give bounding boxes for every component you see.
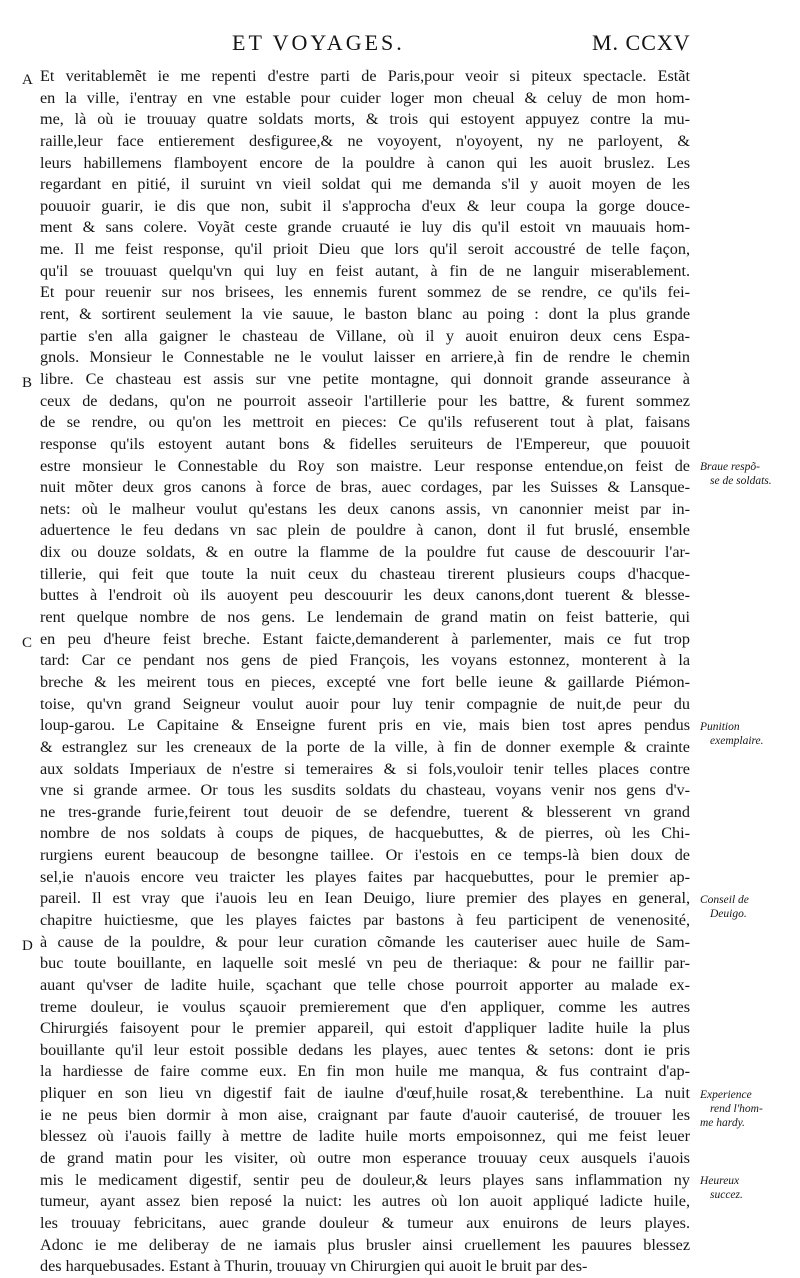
section-letter: C	[22, 634, 33, 651]
text-line: de grand matin pour les visiter, où outre mon esperance trouuay ceux ausquels i'auois	[40, 1149, 690, 1168]
text-line: bouillante qu'il leur estoit possible dedans les playes, auec tentes & setons: dont ie pris	[40, 1040, 690, 1059]
text-line: dix ou douze soldats, & en outre la flamme de la pouldre fut cause de descouurir l'ar-	[40, 543, 690, 562]
margin-note	[700, 460, 796, 488]
text-line: rent, & sortirent seulement la vie sauue, le baston blanc au poing : dont la plus grande	[40, 305, 690, 324]
text-line: buc toute bouillante, en laquelle soit meslé vn peu de theriaque: & pour ne faillir par-	[40, 954, 690, 973]
text-line: Et pour reuenir sur nos brisees, les ennemis furent sommez de se rendre, ce qu'ils fei-	[40, 283, 690, 302]
text-line: toise, qu'vn grand Seigneur voulut auoir pour luy tenir compagnie de nuit,de peur du	[40, 694, 690, 713]
text-line: rent quelque nombre de nos gens. Le lendemain de grand matin on feist batterie, qui	[40, 608, 690, 627]
text-line: Et veritablemẽt ie me repenti d'estre parti de Paris,pour veoir si piteux spectacle. Estãt	[40, 67, 690, 85]
margin-note-line: Conseil de	[700, 893, 749, 906]
text-line: mis le medicament digestif, sentir peu de douleur,& leurs playes sans inflammation ny	[40, 1170, 690, 1189]
text-line: Chirurgiés faisoyent pour le premier appareil, qui estoit d'appliquer ladite huile la plus	[40, 1019, 690, 1038]
text-line: aux soldats Imperiaux de n'estre si temeraires & si fols,vouloir tenir telles places contre	[40, 759, 690, 778]
text-line: pouuoir guarir, ie dis que non, subit il s'approcha d'eux & leur coupa la gorge douce-	[40, 196, 690, 215]
folio-number: M. CCXV	[592, 30, 691, 55]
margin-note-line: Punition	[700, 720, 740, 733]
text-line: chapitre huictiesme, que les playes faictes par bastons à feu participent de venenosité,	[40, 910, 690, 929]
text-line: response qu'ils estoyent autant bons & fidelles seruiteurs de l'Empereur, que pouuoit	[40, 434, 690, 453]
margin-note-line: me hardy.	[700, 1116, 745, 1129]
text-line: me, là où ie trouuay quatre soldats morts, & trois qui estoyent appuyez contre la mu-	[40, 110, 690, 129]
margin-note-line: Heureux	[700, 1175, 740, 1188]
text-line: rurgiens eurent beaucoup de besongne taillee. Or i'estois en ce temps-là bien doux de	[40, 846, 690, 865]
text-line: vne si grande armee. Or tous les susdits soldats du chasteau, voyans venir nos gens d'v-	[40, 781, 690, 800]
text-line: ne tres-grande furie,feirent tout deuoir de se defendre, tuerent & blesserent vn grand	[40, 802, 690, 821]
text-line: treme douleur, ie voulus sçauoir premierement que d'en appliquer, comme les autres	[40, 997, 690, 1016]
text-line: me. Il me feist response, qu'il prioit Dieu que lors qu'il seroit accoustré de telle façon,	[40, 240, 690, 259]
margin-note-line: Braue respõ-	[700, 460, 760, 473]
text-line: ceux de dedans, qu'on ne pourroit asseoir l'artillerie pour les battre, & furent sommez	[40, 391, 690, 410]
text-line: pliquer en son lieu vn digestif fait de iaulne d'œuf,huile rosat,& terebenthine. La nuit	[40, 1084, 690, 1103]
margin-note-line: Deuigo.	[710, 907, 747, 920]
text-line: & estranglez sur les creneaux de la porte de la ville, à fin de donner exemple & crainte	[40, 737, 690, 756]
text-line: tard: Car ce pendant nos gens de pied François, les voyans estonnez, monterent à la	[40, 651, 690, 670]
running-title: ET VOYAGES.	[232, 30, 405, 55]
margin-note	[700, 893, 796, 921]
margin-note	[700, 1088, 796, 1130]
text-line: raille,leur face entierement desfiguree,& ne voyoyent, n'oyoyent, ny ne parloyent, &	[40, 131, 690, 150]
section-letter: D	[22, 938, 33, 954]
text-line: leurs habillemens flamboyent encore de la pouldre à canon qui les auoit bruslez. Les	[40, 153, 690, 172]
text-line: regardant en pitié, il suruint vn vieil soldat qui me demanda s'il y auoit moyen de les	[40, 175, 690, 194]
text-line: en peu d'heure feist breche. Estant faicte,demanderent à parlementer, mais ce fut trop	[40, 629, 690, 648]
text-line: de se rendre, ou qu'on les mettroit en pieces: Ce qu'ils refuserent tout à plat, faisans	[40, 413, 690, 432]
margin-note-line: se de soldats.	[710, 474, 772, 487]
text-line: estre monsieur le Connestable du Roy son maistre. Leur response entendue,on feist de	[40, 456, 690, 475]
body-text	[40, 66, 690, 1278]
text-line: nets: où le malheur voulut qu'estans les deux canons assis, vn canonnier meist par in-	[40, 499, 690, 518]
margin-note	[700, 1174, 796, 1202]
text-line: tillerie, qui feit que toute la nuit ceux du chasteau tirerent plusieurs coups d'hacque-	[40, 564, 690, 583]
text-line: en la ville, i'entray en vne estable pour cuider loger mon cheual & celuy de mon hom-	[40, 88, 690, 107]
text-line: partie s'en alla gaigner le chasteau de Villane, où il y auoit enuiron deux cens Espa-	[40, 326, 690, 345]
section-letter: B	[22, 375, 33, 392]
text-line: qu'il se trouuast quelqu'vn qui luy en feist autant, à fin de ne languir miserablement.	[40, 261, 690, 280]
text-line: nombre de nos soldats à coups de piques, de hacquebuttes, & de pierres, où les Chi-	[40, 824, 690, 843]
margin-note-line: exemplaire.	[710, 734, 764, 747]
text-line: sel,ie n'auois encore veu traicter les playes faites par hacquebuttes, pour le premier ap-	[40, 867, 690, 886]
text-line: loup-garou. Le Capitaine & Enseigne furent pris en vie, mais bien tost apres pendus	[40, 716, 690, 735]
running-head	[0, 30, 800, 60]
text-line: des harquebusades. Estant à Thurin, trouuay vn Chirurgien qui auoit le bruit par des-	[40, 1257, 588, 1276]
text-line: breche & les meirent tous en pieces, excepté vne fort belle ieune & gaillarde Piémon-	[40, 672, 690, 691]
text-line: Adonc ie me deliberay de ne iamais plus brusler ainsi cruellement les pauures blessez	[40, 1235, 690, 1254]
margin-note-line: Experience	[700, 1088, 752, 1101]
text-line: buttes à l'endroit où ils auoyent peu descouurir les deux canons,dont tuerent & blesse-	[40, 586, 690, 605]
text-line: aduertence le feu dedans vn sac plein de pouldre à canon, dont il fut bruslé, ensemble	[40, 521, 690, 540]
text-line: ie ne peus bien dormir à mon aise, craignant par faute d'auoir cauterisé, de trouuer les	[40, 1105, 690, 1124]
margin-note-line: rend l'hom-	[710, 1102, 763, 1115]
text-line: nuit mõter deux gros canons à force de bras, auec cordages, par les Suisses & Lansque-	[40, 478, 690, 497]
text-line: ment & sans colere. Voyãt ceste grande cruauté ie luy dis qu'il estoit vn mauuais hom-	[40, 218, 690, 237]
text-line: les trouuay febricitans, auec grande douleur & tumeur aux enuirons de leurs playes.	[40, 1213, 690, 1232]
text-line: auant qu'vser de ladite huile, sçachant que telle chose pourroit apporter au malade ex-	[40, 975, 690, 994]
margin-note-line: succez.	[710, 1189, 743, 1202]
text-line: tumeur, ayant assez bien reposé la nuict: les autres où lon auoit appliqué ladicte huile,	[40, 1192, 690, 1211]
text-line: gnols. Monsieur le Connestable ne le voulut laisser en arriere,à fin de rendre le chemin	[40, 348, 690, 367]
text-line: la hardiesse de faire comme eux. En fin mon huile me manqua, & fus contraint d'ap-	[40, 1062, 690, 1081]
section-letter: A	[22, 72, 33, 88]
text-line: blessez où i'auois failly à mettre de ladite huile morts empoisonnez, qui me feist leuer	[40, 1127, 690, 1146]
text-line: pareil. Il est vray que i'auois leu en Iean Deuigo, liure premier des playes en general,	[40, 889, 690, 908]
text-line: à cause de la pouldre, & pour leur curation cõmande les cauteriser auec huile de Sam-	[40, 932, 690, 951]
text-line: libre. Ce chasteau est assis sur vne petite montagne, qui donnoit grande asseurance à	[40, 369, 690, 388]
margin-note	[700, 720, 796, 748]
